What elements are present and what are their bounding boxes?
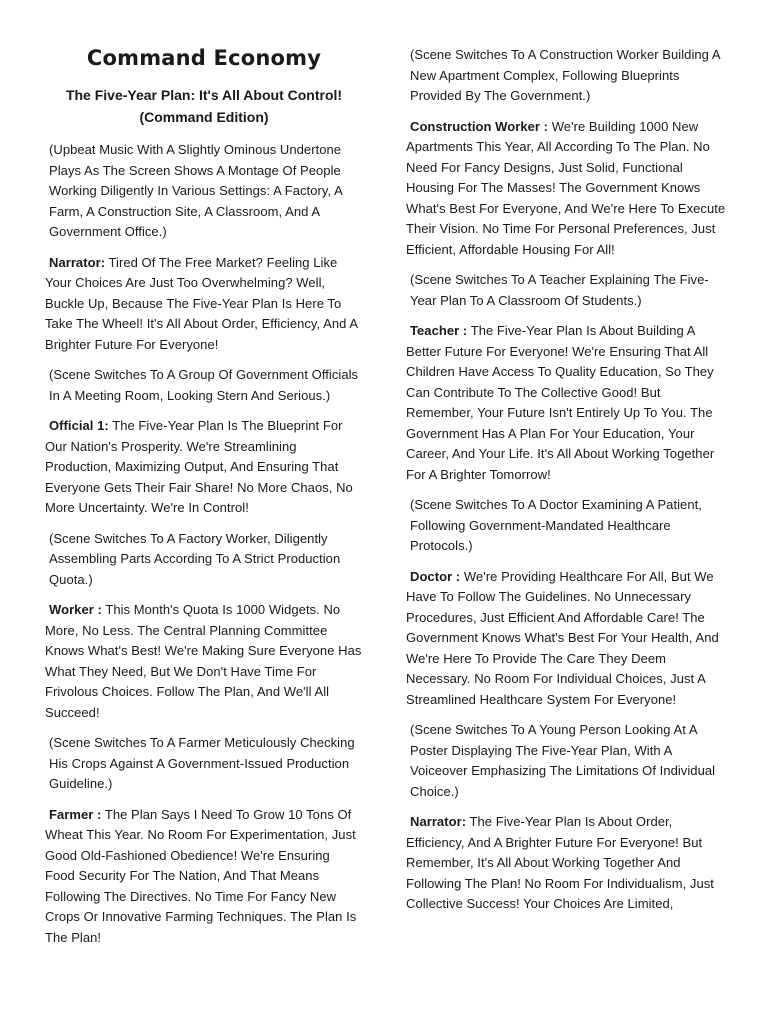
document-title: Command Economy xyxy=(86,46,322,70)
dialogue-paragraph xyxy=(45,416,363,519)
stage-direction: (Scene Switches To A Teacher Explaining The Five-Year Plan To A Classroom Of Students.) xyxy=(410,272,709,308)
speaker-name: Teacher : xyxy=(410,323,468,338)
left-column xyxy=(45,0,363,948)
left-column-body xyxy=(45,140,363,948)
stage-direction: (Scene Switches To A Factory Worker, Diligently Assembling Parts According To A Strict Production Quota.) xyxy=(49,530,341,587)
stage-direction: (Scene Switches To A Young Person Looking At A Poster Displaying The Five-Year Plan, With A Voiceover Emphasizing The Limitations Of Individual Choice.) xyxy=(410,722,716,799)
dialogue-paragraph xyxy=(406,567,726,711)
right-column-body xyxy=(406,45,726,915)
dialogue-paragraph xyxy=(406,321,726,485)
document-subtitle xyxy=(45,84,363,128)
dialogue-text: This Month's Quota Is 1000 Widgets. No More, No Less. The Central Planning Committee Knows What's Best! We're Making Sure Everyone Has What They Need, But We Don't Have Time For Frivolous Choices. Follow The Plan, And We'll All Succeed! xyxy=(45,602,362,720)
stage-direction: (Scene Switches To A Farmer Meticulously Checking His Crops Against A Government-Issued Production Guideline.) xyxy=(49,735,355,791)
subtitle-line-2: (Command Edition) xyxy=(139,109,269,125)
speaker-name: Worker : xyxy=(49,602,102,617)
dialogue-text: The Five-Year Plan Is The Blueprint For Our Nation's Prosperity. We're Streamlining Production, Maximizing Output, And Ensuring That Everyone Gets Their Fair Share! No More Chaos, No More Uncertainty. We're In Control! xyxy=(45,418,353,515)
stage-direction: (Upbeat Music With A Slightly Ominous Undertone Plays As The Screen Shows A Montage Of People Working Diligently In Various Settings: A Factory, A Farm, A Construction Site, A Classroom, And A Government Office.) xyxy=(49,142,343,239)
dialogue-paragraph xyxy=(406,812,726,915)
speaker-name: Narrator: xyxy=(410,814,467,829)
subtitle-line-1: The Five-Year Plan: It's All About Control! xyxy=(65,87,343,103)
dialogue-paragraph xyxy=(45,600,363,723)
stage-direction: (Scene Switches To A Doctor Examining A Patient, Following Government-Mandated Healthcare Protocols.) xyxy=(410,497,702,553)
speaker-name: Construction Worker : xyxy=(410,118,549,134)
dialogue-text: The Five-Year Plan Is About Order, Efficiency, And A Brighter Future For Everyone! But Remember, It's All About Working Together And Following The Plan! No Room For Individualism, Just Collective Success! Your Choices Are Limited, xyxy=(406,814,714,911)
dialogue-paragraph xyxy=(45,253,363,356)
dialogue-text: We're Providing Healthcare For All, But We Have To Follow The Guidelines. No Unnecessary Procedures, Just Efficient And Affordable Care! The Government Knows What's Best For Your Health, And We're Here To Provide The Care They Deem Necessary. No Room For Individual Choices, Just A Streamlined Healthcare System For Everyone! xyxy=(406,568,719,707)
dialogue-text: The Plan Says I Need To Grow 10 Tons Of Wheat This Year. No Room For Experimentation, Just Good Old-Fashioned Obedience! We're Ensuring Food Security For The Nation, And That Means Following The Directives. No Time For Fancy New Crops Or Innovative Farming Techniques. The Plan Is The Plan! xyxy=(45,806,357,945)
stage-direction: (Scene Switches To A Construction Worker Building A New Apartment Complex, Following Blueprints Provided By The Government.) xyxy=(410,47,720,103)
speaker-name: Official 1: xyxy=(49,418,109,433)
dialogue-text: We're Building 1000 New Apartments This Year, All According To The Plan. No Need For Fancy Designs, Just Solid, Functional Housing For The Masses! The Government Knows What's Best For Everyone, And We're Here To Execute Their Vision. No Time For Personal Preferences, Just Efficient, Affordable Housing For All! xyxy=(406,118,726,257)
speaker-name: Narrator: xyxy=(49,254,106,270)
dialogue-text: The Five-Year Plan Is About Building A Better Future For Everyone! We're Ensuring That All Children Have Access To Quality Education, So They Can Contribute To The Collective Good! But Remember, Your Future Isn't Entirely Up To You. The Government Has A Plan For Your Education, Your Career, And Your Life. It's All About Working Together For A Brighter Tomorrow! xyxy=(406,323,715,482)
stage-direction: (Scene Switches To A Group Of Government Officials In A Meeting Room, Looking Stern And Serious.) xyxy=(49,367,359,403)
dialogue-text: Tired Of The Free Market? Feeling Like Your Choices Are Just Too Overwhelming? Well, Buckle Up, Because The Five-Year Plan Is Here To Take The Wheel! It's All About Order, Efficiency, And A Brighter Future For Everyone! xyxy=(45,254,358,352)
speaker-name: Farmer : xyxy=(49,806,102,822)
dialogue-paragraph xyxy=(45,805,363,949)
speaker-name: Doctor : xyxy=(410,568,461,584)
dialogue-paragraph xyxy=(406,117,726,261)
right-column xyxy=(406,0,726,915)
